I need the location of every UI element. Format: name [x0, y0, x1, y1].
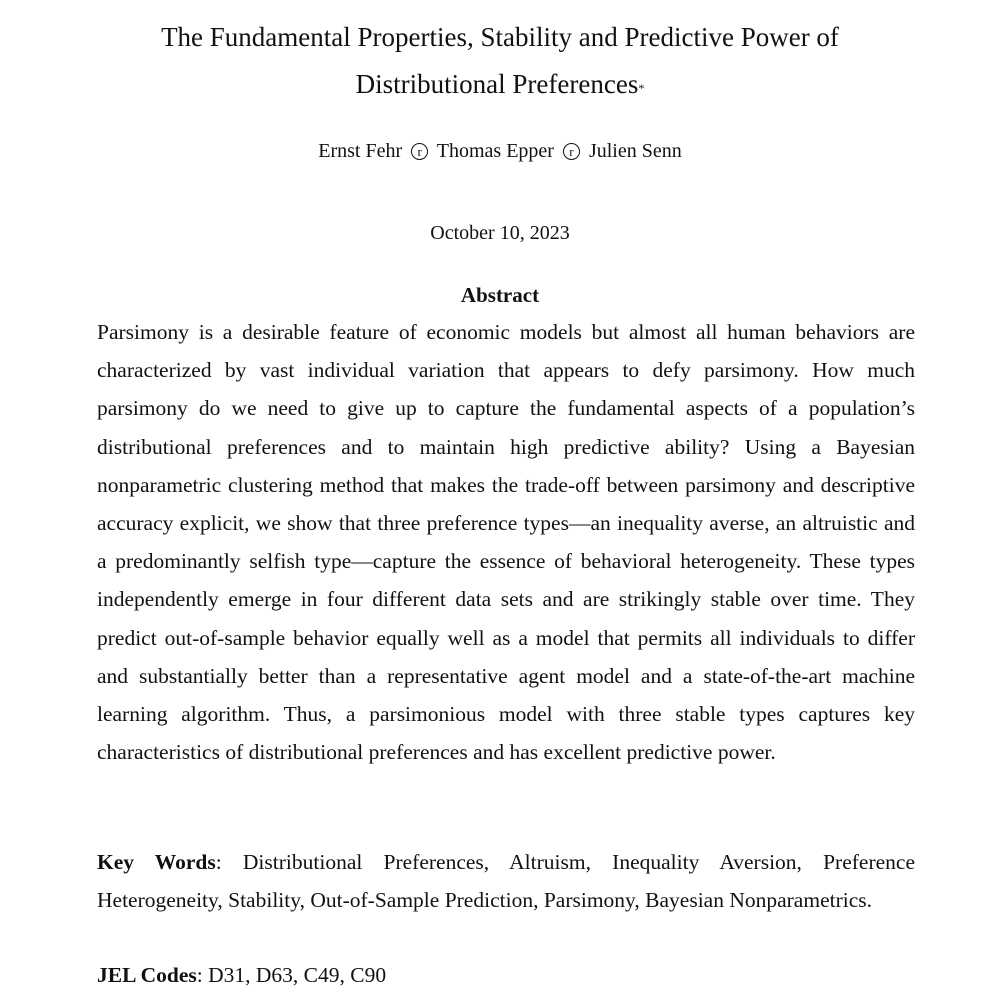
random-order-icon: r: [563, 143, 580, 160]
keywords-paragraph: [97, 843, 915, 919]
title-footnote-mark: *: [638, 81, 645, 95]
random-order-icon: r: [411, 143, 428, 160]
author-name: Thomas Epper: [436, 140, 554, 162]
paper-title: [0, 14, 1000, 108]
jel-label: JEL Codes: [97, 963, 197, 987]
abstract-heading: Abstract: [460, 283, 540, 307]
title-line-2: [0, 61, 1000, 108]
abstract-body: Parsimony is a desirable feature of economic models but almost all human behaviors are characterized by vast individual variation that appears to defy parsimony. How much parsimony do we need to give up to capture the fundamental aspects of a population’s distributional preferences and to maintain high predictive ability? Using a Bayesian nonparametric clustering method that makes the trade-off between parsimony and descriptive accuracy explicit, we show that three preference types—an inequality averse, an altruistic and a predominantly selfish type—capture the essence of behavioral heterogeneity. These types independently emerge in four different data sets and are strikingly stable over time. They predict out-of-sample behavior equally well as a model that permits all individuals to differ and substantially better than a representative agent model and a state-of-the-art machine learning algorithm. Thus, a parsimonious model with three stable types captures key characteristics of distributional preferences and has excellent predictive power.: [97, 320, 915, 765]
paper-date: October 10, 2023: [430, 222, 570, 244]
keywords-text: : Distributional Preferences, Altruism, Inequality Aversion, Preference Heterogeneity, Stability, Out-of-Sample Prediction, Parsimony, Bayesian Nonparametrics.: [97, 850, 915, 913]
author-name: Julien Senn: [588, 140, 682, 162]
jel-codes-paragraph: [97, 957, 915, 993]
title-line-2-text: Distributional Preferences: [355, 69, 639, 99]
author-name: Ernst Fehr: [318, 140, 403, 162]
title-line-1: The Fundamental Properties, Stability and Predictive Power of: [161, 22, 839, 52]
keywords-label: Key Words: [97, 850, 216, 874]
jel-text: : D31, D63, C49, C90: [196, 963, 387, 987]
author-list: [0, 138, 1000, 164]
